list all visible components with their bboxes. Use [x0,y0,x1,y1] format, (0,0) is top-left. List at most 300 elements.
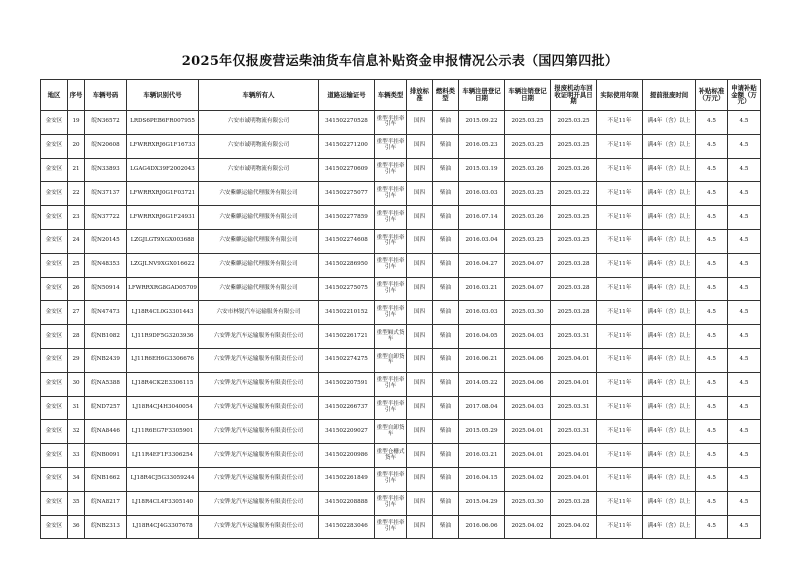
table-cell: 2025.03.25 [551,206,597,230]
table-cell: 4.5 [696,325,728,349]
table-cell: LFWRRXRJ0G1F03721 [127,182,199,206]
table-cell: 六安紫麒运输代理服务有限公司 [199,253,319,277]
table-cell: 2016.03.03 [459,301,505,325]
table-cell: 4.5 [696,111,728,135]
table-cell: 柴油 [433,396,459,420]
column-header: 排放标准 [407,80,433,111]
table-cell: 4.5 [728,158,761,182]
table-cell: 4.5 [728,229,761,253]
table-cell: 国四 [407,134,433,158]
table-row [41,301,761,325]
column-header: 车辆注册登记日期 [459,80,505,111]
table-cell: 金安区 [41,372,68,396]
table-cell: 2016.03.03 [459,182,505,206]
table-cell: 皖ND7257 [85,396,127,420]
table-cell: LRDS6PEB6FR007955 [127,111,199,135]
table-cell: 皖N50914 [85,277,127,301]
table-cell: 2025.03.30 [505,301,551,325]
table-cell: 重型半挂牵引车 [375,158,407,182]
table-cell: 4.5 [728,372,761,396]
column-header: 补贴标准（万元） [696,80,728,111]
table-cell: 341502275075 [319,277,375,301]
document-title: 2025年仅报废营运柴油货车信息补贴资金申报情况公示表（国四第四批） [181,54,619,69]
table-row [41,182,761,206]
table-cell: 皖N47473 [85,301,127,325]
table-cell: 满4年（含）以上 [643,229,696,253]
table-cell: 满4年（含）以上 [643,348,696,372]
table-cell: 六安市林锐汽车运输服务有限公司 [199,301,319,325]
table-cell: 4.5 [728,420,761,444]
table-cell: 柴油 [433,229,459,253]
table-cell: 六安市诚明物流有限公司 [199,158,319,182]
table-cell: 重型半挂牵引车 [375,206,407,230]
table-cell: 29 [68,348,85,372]
table-cell: 2015.05.29 [459,420,505,444]
table-cell: 不足11年 [597,182,643,206]
table-cell: LGAG4DX39F2002043 [127,158,199,182]
table-cell: 2017.08.04 [459,396,505,420]
table-cell: 金安区 [41,420,68,444]
table-cell: 2015.03.19 [459,158,505,182]
table-cell: 22 [68,182,85,206]
table-cell: 2016.04.27 [459,253,505,277]
table-cell: 2025.04.06 [505,348,551,372]
table-cell: 国四 [407,277,433,301]
table-cell: 4.5 [696,206,728,230]
table-cell: 金安区 [41,301,68,325]
table-cell: 柴油 [433,301,459,325]
table-row [41,158,761,182]
table-cell: 27 [68,301,85,325]
table-cell: 2025.04.01 [551,444,597,468]
table-cell: 国四 [407,111,433,135]
table-cell: 2016.03.04 [459,229,505,253]
table-cell: 重型半挂牵引车 [375,229,407,253]
table-cell: 341502261849 [319,467,375,491]
table-cell: 六安铧龙汽车运输服务有限责任公司 [199,444,319,468]
table-cell: 六安铧龙汽车运输服务有限责任公司 [199,396,319,420]
table-cell: 柴油 [433,253,459,277]
table-cell: 341502286950 [319,253,375,277]
column-header: 燃料类型 [433,80,459,111]
table-cell: 柴油 [433,372,459,396]
table-cell: LZGJLNV9XGX016622 [127,253,199,277]
table-cell: 341502283046 [319,515,375,539]
table-cell: 柴油 [433,206,459,230]
table-cell: 2025.03.25 [505,134,551,158]
table-cell: 皖N33893 [85,158,127,182]
table-cell: 2025.03.30 [505,491,551,515]
table-cell: 2016.03.21 [459,444,505,468]
table-cell: 重型半挂牵引车 [375,253,407,277]
table-cell: 4.5 [696,515,728,539]
table-cell: 不足11年 [597,325,643,349]
column-header: 提前报废时间 [643,80,696,111]
table-cell: 满4年（含）以上 [643,325,696,349]
table-row [41,491,761,515]
table-cell: 满4年（含）以上 [643,206,696,230]
table-cell: 2025.03.31 [551,420,597,444]
table-cell: 重型半挂牵引车 [375,396,407,420]
table-cell: 柴油 [433,491,459,515]
table-cell: LFWRRXRJ6G1F24931 [127,206,199,230]
table-cell: 4.5 [696,444,728,468]
table-cell: 满4年（含）以上 [643,467,696,491]
table-cell: 2025.04.01 [551,467,597,491]
table-body [41,111,761,539]
table-cell: 国四 [407,206,433,230]
table-cell: 2015.09.22 [459,111,505,135]
table-cell: 皖N37722 [85,206,127,230]
table-cell: 2016.04.05 [459,325,505,349]
table-cell: LJ11R9DF5G3203936 [127,325,199,349]
table-cell: 2025.03.26 [505,206,551,230]
table-row [41,444,761,468]
table-row [41,229,761,253]
table-cell: 满4年（含）以上 [643,491,696,515]
table-cell: 皖N37137 [85,182,127,206]
table-cell: 国四 [407,229,433,253]
table-cell: 2025.03.28 [551,301,597,325]
table-cell: 柴油 [433,111,459,135]
table-cell: 2025.04.02 [551,515,597,539]
table-cell: 不足11年 [597,253,643,277]
table-cell: 六安紫麒运输代理服务有限公司 [199,229,319,253]
table-cell: 4.5 [696,348,728,372]
table-cell: 2025.04.02 [505,515,551,539]
table-cell: 不足11年 [597,111,643,135]
table-cell: 34 [68,467,85,491]
table-cell: 金安区 [41,491,68,515]
table-cell: 金安区 [41,396,68,420]
table-cell: 国四 [407,444,433,468]
table-cell: 皖NB0091 [85,444,127,468]
table-cell: 35 [68,491,85,515]
table-cell: 4.5 [728,277,761,301]
column-header: 道路运输证号 [319,80,375,111]
table-cell: 满4年（含）以上 [643,301,696,325]
table-cell: 不足11年 [597,420,643,444]
table-cell: 满4年（含）以上 [643,182,696,206]
table-cell: 金安区 [41,229,68,253]
table-cell: 2025.03.31 [551,325,597,349]
column-header: 车辆识别代号 [127,80,199,111]
table-cell: 不足11年 [597,301,643,325]
table-cell: 国四 [407,301,433,325]
table-cell: 2025.03.25 [505,111,551,135]
table-cell: 金安区 [41,111,68,135]
table-cell: 六安铧龙汽车运输服务有限责任公司 [199,467,319,491]
table-cell: 4.5 [696,253,728,277]
table-cell: 国四 [407,348,433,372]
table-cell: 2025.03.25 [551,111,597,135]
table-cell: 4.5 [696,158,728,182]
table-cell: 4.5 [728,253,761,277]
table-cell: 不足11年 [597,134,643,158]
table-cell: 国四 [407,325,433,349]
table-cell: 国四 [407,515,433,539]
table-cell: 重型半挂牵引车 [375,111,407,135]
table-row [41,325,761,349]
table-cell: 20 [68,134,85,158]
table-cell: LFWRRXRJ6G1F16733 [127,134,199,158]
table-cell: 2016.07.14 [459,206,505,230]
table-cell: 341502266737 [319,396,375,420]
column-header: 实际使用年限 [597,80,643,111]
table-cell: 341502275077 [319,182,375,206]
table-cell: 341502261721 [319,325,375,349]
table-cell: 皖NB2439 [85,348,127,372]
table-cell: 4.5 [696,229,728,253]
table-cell: 柴油 [433,420,459,444]
table-cell: 4.5 [696,420,728,444]
table-cell: 六安铧龙汽车运输服务有限责任公司 [199,325,319,349]
table-cell: LJ11R6EH6G3306676 [127,348,199,372]
table-cell: 4.5 [696,277,728,301]
table-cell: 不足11年 [597,158,643,182]
table-cell: 4.5 [728,444,761,468]
table-cell: 2025.04.07 [505,277,551,301]
table-cell: 不足11年 [597,348,643,372]
table-cell: 满4年（含）以上 [643,372,696,396]
table-cell: 皖NB2313 [85,515,127,539]
table-cell: 2025.03.26 [505,158,551,182]
table-cell: 不足11年 [597,206,643,230]
table-cell: LJ18R4CJ4H3040054 [127,396,199,420]
column-header: 申请补贴金额（万元） [728,80,761,111]
table-cell: 柴油 [433,182,459,206]
table-cell: 六安铧龙汽车运输服务有限责任公司 [199,420,319,444]
table-cell: 满4年（含）以上 [643,158,696,182]
table-cell: 重型半挂牵引车 [375,277,407,301]
table-cell: 金安区 [41,325,68,349]
table-cell: 重型半挂牵引车 [375,515,407,539]
table-row [41,277,761,301]
table-cell: 341502274275 [319,348,375,372]
table-cell: 皖NB1662 [85,467,127,491]
column-header: 车辆类型 [375,80,407,111]
table-cell: 满4年（含）以上 [643,444,696,468]
table-cell: 2025.04.01 [505,444,551,468]
table-cell: 2016.05.23 [459,134,505,158]
table-cell: 满4年（含）以上 [643,111,696,135]
table-row [41,206,761,230]
table-cell: 4.5 [728,325,761,349]
table-cell: 满4年（含）以上 [643,134,696,158]
table-cell: 六安铧龙汽车运输服务有限责任公司 [199,348,319,372]
table-cell: 国四 [407,396,433,420]
table-cell: 19 [68,111,85,135]
table-cell: 2025.04.06 [505,372,551,396]
table-cell: 不足11年 [597,396,643,420]
table-cell: 26 [68,277,85,301]
table-row [41,515,761,539]
table-cell: 六安市诚明物流有限公司 [199,134,319,158]
table-cell: 2025.04.01 [551,348,597,372]
table-cell: 2025.03.25 [551,134,597,158]
table-cell: 2025.04.02 [505,467,551,491]
table-cell: 不足11年 [597,277,643,301]
table-cell: 重型自卸货车 [375,348,407,372]
table-cell: 4.5 [696,396,728,420]
table-row [41,467,761,491]
table-cell: 2025.04.03 [505,396,551,420]
table-cell: 皖NA8217 [85,491,127,515]
table-cell: 金安区 [41,206,68,230]
table-cell: LJ11R4EF1F3306254 [127,444,199,468]
table-cell: 4.5 [728,515,761,539]
table-row [41,134,761,158]
table-cell: 341502207591 [319,372,375,396]
table-cell: 2025.03.28 [551,277,597,301]
table-cell: 不足11年 [597,372,643,396]
table-cell: 2025.04.01 [551,372,597,396]
table-cell: 4.5 [696,467,728,491]
table-cell: 六安紫麒运输代理服务有限公司 [199,206,319,230]
table-cell: 满4年（含）以上 [643,515,696,539]
table-cell: 国四 [407,491,433,515]
table-cell: 国四 [407,467,433,491]
table-cell: 4.5 [728,301,761,325]
table-cell: 六安铧龙汽车运输服务有限责任公司 [199,515,319,539]
column-header: 序号 [68,80,85,111]
table-cell: 4.5 [696,301,728,325]
table-cell: 六安市诚明物流有限公司 [199,111,319,135]
table-cell: 国四 [407,372,433,396]
table-cell: 4.5 [728,182,761,206]
table-cell: 2025.04.03 [505,325,551,349]
table-cell: 金安区 [41,348,68,372]
table-cell: 重型半挂牵引车 [375,467,407,491]
table-cell: 2014.05.22 [459,372,505,396]
table-cell: 33 [68,444,85,468]
table-cell: 金安区 [41,277,68,301]
table-cell: LJ18R4CJ4G3307678 [127,515,199,539]
table-cell: 32 [68,420,85,444]
table-cell: 满4年（含）以上 [643,277,696,301]
table-cell: 341502270528 [319,111,375,135]
table-cell: 皖N48353 [85,253,127,277]
table-cell: 六安紫麒运输代理服务有限公司 [199,277,319,301]
table-cell: 2025.03.25 [505,182,551,206]
table-cell: 不足11年 [597,467,643,491]
column-header: 报废机动车回收证明开具日期 [551,80,597,111]
table-cell: 满4年（含）以上 [643,396,696,420]
table-cell: 2025.03.28 [551,253,597,277]
table-cell: 国四 [407,420,433,444]
table-cell: 341502209027 [319,420,375,444]
table-cell: 金安区 [41,253,68,277]
table-cell: 4.5 [728,348,761,372]
table-cell: 341502210152 [319,301,375,325]
table-cell: LFWRRXRG8GAD05709 [127,277,199,301]
table-cell: 341502270609 [319,158,375,182]
table-cell: 重型仓栅式货车 [375,444,407,468]
table-cell: 21 [68,158,85,182]
table-cell: 2025.03.26 [551,158,597,182]
table-cell: 2025.03.25 [505,229,551,253]
table-cell: 4.5 [728,111,761,135]
table-row [41,420,761,444]
table-cell: 国四 [407,253,433,277]
column-header: 车辆所有人 [199,80,319,111]
table-cell: 六安铧龙汽车运输服务有限责任公司 [199,491,319,515]
table-cell: 六安紫麒运输代理服务有限公司 [199,182,319,206]
header-row [41,80,761,111]
table-cell: 重型半挂牵引车 [375,182,407,206]
table-cell: 金安区 [41,158,68,182]
column-header: 车辆注销登记日期 [505,80,551,111]
table-cell: 满4年（含）以上 [643,420,696,444]
table-cell: 4.5 [728,206,761,230]
table-cell: LJ18R4CJ5G33059244 [127,467,199,491]
table-cell: 皖NA5388 [85,372,127,396]
table-cell: 满4年（含）以上 [643,253,696,277]
table-cell: 23 [68,206,85,230]
table-cell: LJ18R4CL4F3305140 [127,491,199,515]
table-cell: 24 [68,229,85,253]
table-cell: LZGJLGT9XGX003688 [127,229,199,253]
table-cell: 柴油 [433,277,459,301]
column-header: 车辆号码 [85,80,127,111]
table-cell: 4.5 [696,491,728,515]
table-cell: 不足11年 [597,229,643,253]
table-cell: 2025.04.07 [505,253,551,277]
table-cell: 341502200986 [319,444,375,468]
table-cell: 2016.03.21 [459,277,505,301]
table-cell: 4.5 [728,467,761,491]
table-cell: 柴油 [433,444,459,468]
table-cell: 重型厢式货车 [375,325,407,349]
table-cell: 2016.06.21 [459,348,505,372]
table-cell: 柴油 [433,467,459,491]
table-cell: 不足11年 [597,491,643,515]
table-row [41,396,761,420]
table-cell: LJ11R6EG7F3305901 [127,420,199,444]
table-cell: 金安区 [41,515,68,539]
table-cell: 皖NB1082 [85,325,127,349]
table-cell: 柴油 [433,348,459,372]
subsidy-table [40,79,761,539]
table-cell: 柴油 [433,158,459,182]
table-cell: 4.5 [728,396,761,420]
table-cell: 4.5 [696,182,728,206]
table-cell: 皖N20145 [85,229,127,253]
table-cell: 金安区 [41,182,68,206]
table-cell: 皖N36572 [85,111,127,135]
table-cell: 2016.06.06 [459,515,505,539]
table-row [41,253,761,277]
table-cell: 2025.04.01 [505,420,551,444]
table-cell: 36 [68,515,85,539]
table-cell: 2025.03.28 [551,491,597,515]
table-cell: 柴油 [433,515,459,539]
table-cell: 重型半挂牵引车 [375,491,407,515]
table-row [41,111,761,135]
table-cell: 柴油 [433,134,459,158]
table-cell: 341502271200 [319,134,375,158]
table-cell: 4.5 [696,372,728,396]
table-cell: 金安区 [41,467,68,491]
table-cell: 皖NA8446 [85,420,127,444]
table-cell: 不足11年 [597,515,643,539]
table-cell: 重型自卸货车 [375,420,407,444]
table-cell: 341502277859 [319,206,375,230]
table-cell: 28 [68,325,85,349]
table-row [41,348,761,372]
table-cell: LJ18R4CK2E3306115 [127,372,199,396]
table-cell: 六安铧龙汽车运输服务有限责任公司 [199,372,319,396]
